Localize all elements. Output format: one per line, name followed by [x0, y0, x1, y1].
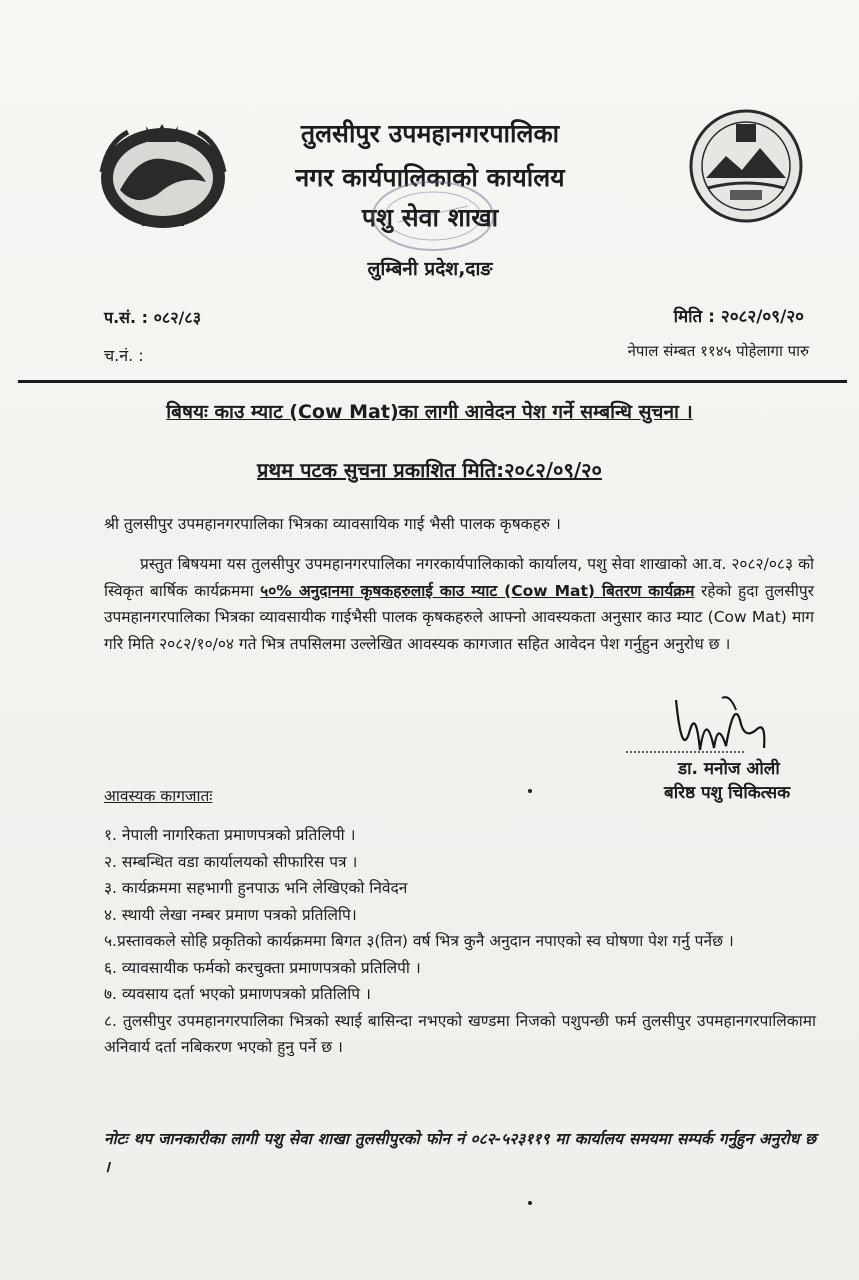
- first-notice-date: प्रथम पटक सुचना प्रकाशित मिति:२०८२/०९/२०: [257, 458, 602, 482]
- signatory-name: डा. मनोज ओली: [678, 759, 780, 779]
- body-paragraph: [104, 551, 814, 657]
- speck: [528, 789, 532, 793]
- header-divider: [18, 380, 847, 383]
- municipality-logo-icon: [686, 106, 806, 226]
- body-part-2: रहेको हुदा तुलसीपुर उपमहानगरपालिका भित्रका व्यावसायीक गाईभैसी पालक कृषकहरुले आफ्नो आवस्यकता अनुसार काउ म्याट (Cow Mat) माग गरि मिति २०८२/१०/०४ गते भित्र तपसिलमा उल्लेखित आवस्यक कागजात सहित आवेदन पेश गर्नुहुन अनुरोध छ ।: [104, 581, 814, 653]
- subject-line: बिषयः काउ म्याट (Cow Mat)का लागी आवेदन पेश गर्ने सम्बन्धि सुचना ।: [166, 401, 693, 423]
- document-item: १. नेपाली नागरिकता प्रमाणपत्रको प्रतिलिपी ।: [104, 826, 356, 844]
- nepal-emblem-icon: [88, 112, 238, 232]
- required-documents-heading: आवस्यक कागजातः: [104, 787, 213, 805]
- letter-date: मिति : २०८२/०९/२०: [673, 307, 804, 327]
- org-name: तुलसीपुर उपमहानगरपालिका: [300, 119, 560, 148]
- document-item: ३. कार्यक्रममा सहभागी हुनपाऊ भनि लेखिएको निवेदन: [104, 879, 408, 897]
- dispatch-number: च.नं. :: [104, 346, 144, 365]
- document-item: ८. तुलसीपुर उपमहानगरपालिका भित्रको स्थाई बासिन्दा नभएको खण्डमा निजको पशुपन्छी फर्म तुलसीपुर उपमहानगरपालिकामा अनिवार्य दर्ता नबिकरण भएको हुनु पर्ने छ ।: [104, 1011, 816, 1056]
- body-highlight: ५०% अनुदानमा कृषकहरुलाई काउ म्याट (Cow Mat) बितरण कार्यक्रम: [260, 581, 695, 600]
- document-item: ४. स्थायी लेखा नम्बर प्रमाण पत्रको प्रतिलिपि।: [104, 905, 357, 924]
- reference-number: प.सं. : ०८२/८३: [104, 308, 202, 327]
- document-item: ५.प्रस्तावकले सोहि प्रकृतिको कार्यक्रममा बिगत ३(तिन) वर्ष भित्र कुनै अनुदान नपाएको स्व घोषणा पेश गर्नु पर्नेछ ।: [104, 932, 734, 950]
- salutation: श्री तुलसीपुर उपमहानगरपालिका भित्रका व्यावसायिक गाई भैसी पालक कृषकहरु ।: [104, 515, 561, 533]
- document-item: २. सम्बन्धित वडा कार्यालयको सीफारिस पत्र ।: [104, 852, 358, 871]
- contact-note: नोटः थप जानकारीका लागी पशु सेवा शाखा तुलसीपुरको फोन नं ०८२-५२३११९ मा कार्यालय समयमा सम्पर्क गर्नुहुन अनुरोध छ ।: [104, 1130, 816, 1176]
- signatory-title: बरिष्ठ पशु चिकित्सक: [664, 783, 791, 803]
- section-name: पशु सेवा शाखा: [361, 203, 499, 232]
- office-name: नगर कार्यपालिकाको कार्यालय: [295, 163, 565, 192]
- document-item: ७. व्यवसाय दर्ता भएको प्रमाणपत्रको प्रतिलिपि ।: [104, 985, 371, 1003]
- office-stamp-icon: [368, 176, 498, 256]
- body-part-1: प्रस्तुत बिषयमा यस तुलसीपुर उपमहानगरपालिका नगरकार्यपालिकाको कार्यालय, पशु सेवा शाखाको आ.व. २०८२/०८३ को स्विकृत बार्षिक कार्यक्रममा: [104, 555, 814, 600]
- document-item: ६. व्यावसायीक फर्मको करचुक्ता प्रमाणपत्रको प्रतिलिपी ।: [104, 958, 421, 977]
- address: लुम्बिनी प्रदेश,दाङ: [367, 258, 493, 280]
- required-documents-list: [104, 822, 816, 1061]
- speck: [528, 1201, 532, 1205]
- nepal-sambat-date: नेपाल संम्बत ११४५ पोहेलागा पारु: [627, 342, 809, 360]
